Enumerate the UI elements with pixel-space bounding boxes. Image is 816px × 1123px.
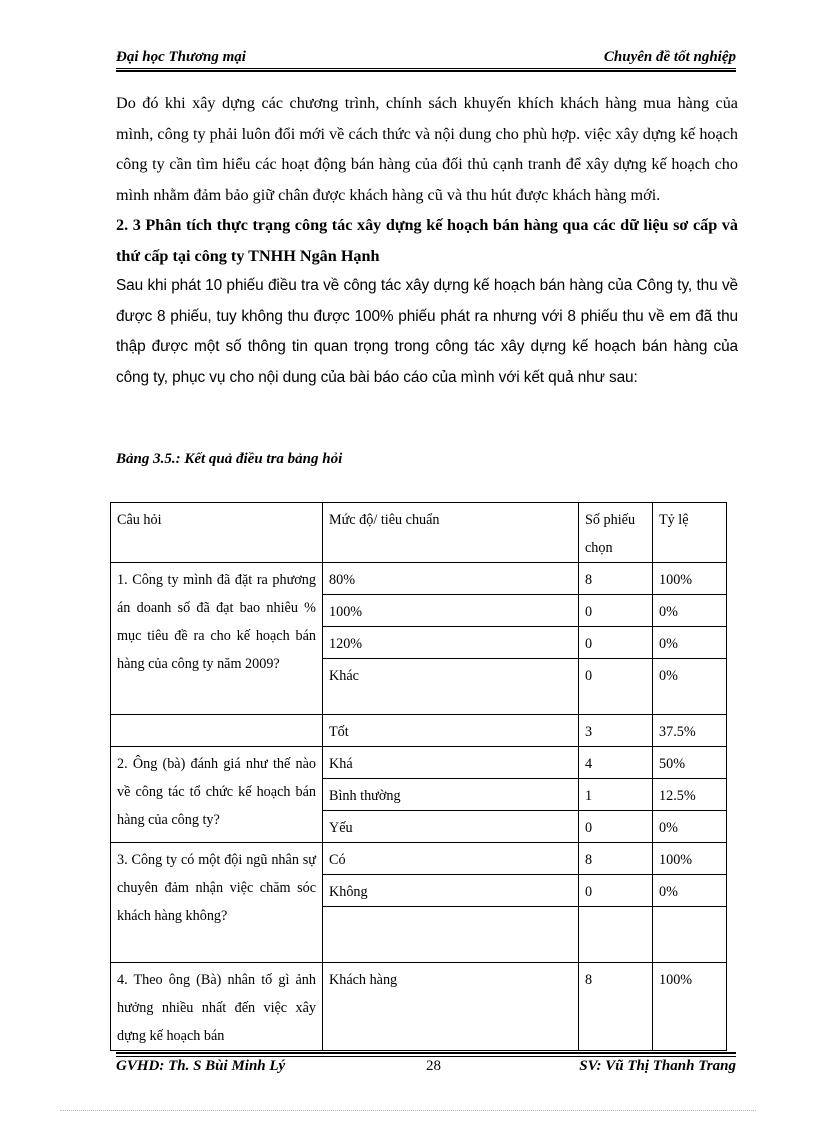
paragraph-intro: Do đó khi xây dựng các chương trình, chính sách khuyến khích khách hàng mua hàng của mình, công ty phải luôn đổi mới về cách thức và nội dung cho phù hợp. việc xây dựng kế hoạch công ty cần tìm hiểu các hoạt động bán hàng của đối thủ cạnh tranh để xây dựng kế hoạch cho mình nhằm đảm bảo giữ chân được khách hàng cũ và thu hút được khách hàng mới.: [116, 94, 738, 204]
count-cell: 8: [579, 843, 653, 875]
question-4: 4. Theo ông (Bà) nhân tố gì ảnh hưởng nhiều nhất đến việc xây dựng kế hoạch bán: [111, 963, 323, 1051]
option-cell: 120%: [323, 627, 579, 659]
footer-supervisor: GVHD: Th. S Bùi Minh Lý: [116, 1058, 286, 1074]
empty-cell: [323, 907, 579, 963]
ratio-cell: 0%: [653, 659, 727, 715]
option-cell: Tốt: [323, 715, 579, 747]
count-cell: 8: [579, 563, 653, 595]
empty-cell: [653, 907, 727, 963]
table-row: [111, 747, 727, 779]
option-cell: 100%: [323, 595, 579, 627]
count-cell: 0: [579, 627, 653, 659]
page-header: [116, 48, 736, 68]
count-cell: 0: [579, 595, 653, 627]
table-header-row: [111, 503, 727, 563]
ratio-cell: 0%: [653, 627, 727, 659]
option-cell: Khác: [323, 659, 579, 715]
footer-rule-thin: [116, 1056, 736, 1057]
ratio-cell: 12.5%: [653, 779, 727, 811]
ratio-cell: 0%: [653, 595, 727, 627]
ratio-cell: 100%: [653, 563, 727, 595]
footer-rule-thick: [116, 1052, 736, 1054]
option-cell: Không: [323, 875, 579, 907]
section-heading: 2. 3 Phân tích thực trạng công tác xây dựng kế hoạch bán hàng qua các dữ liệu sơ cấp và thứ cấp tại công ty TNHH Ngân Hạnh: [116, 216, 738, 265]
question-1: 1. Công ty mình đã đặt ra phương án doanh số đã đạt bao nhiêu % mục tiêu đề ra cho kế hoạch bán hàng của công ty năm 2009?: [111, 563, 323, 715]
paragraph-survey: Sau khi phát 10 phiếu điều tra về công tác xây dựng kế hoạch bán hàng của Công ty, thu về được 8 phiếu, tuy không thu được 100% phiếu phát ra nhưng với 8 phiếu thu về em đã thu thập được một số thông tin quan trọng trong công tác xây dựng kế hoạch bán hàng của công ty, phục vụ cho nội dung của bài báo cáo của mình với kết quả như sau:: [116, 277, 738, 386]
count-cell: 4: [579, 747, 653, 779]
option-cell: Yếu: [323, 811, 579, 843]
count-cell: 0: [579, 811, 653, 843]
option-cell: 80%: [323, 563, 579, 595]
empty-cell: [111, 715, 323, 747]
survey-results-table: [110, 502, 727, 1051]
ratio-cell: 50%: [653, 747, 727, 779]
count-cell: 1: [579, 779, 653, 811]
ratio-cell: 0%: [653, 875, 727, 907]
table-row: [111, 963, 727, 1051]
ratio-cell: 100%: [653, 963, 727, 1051]
header-university: Đại học Thương mại: [116, 49, 246, 65]
table-row: [111, 563, 727, 595]
table-row: [111, 843, 727, 875]
count-cell: 8: [579, 963, 653, 1051]
question-2: 2. Ông (bà) đánh giá như thế nào về công tác tổ chức kế hoạch bán hàng của công ty?: [111, 747, 323, 843]
page-edge-dots: [60, 1110, 756, 1111]
ratio-cell: 0%: [653, 811, 727, 843]
count-cell: 0: [579, 875, 653, 907]
header-ratio: Tỷ lệ: [653, 503, 727, 563]
option-cell: Khách hàng: [323, 963, 579, 1051]
header-criteria: Mức độ/ tiêu chuẩn: [323, 503, 579, 563]
count-cell: 3: [579, 715, 653, 747]
question-3: 3. Công ty có một đội ngũ nhân sự chuyên đảm nhận việc chăm sóc khách hàng không?: [111, 843, 323, 963]
header-rule-thick: [116, 70, 736, 72]
header-count: Số phiếu chọn: [579, 503, 653, 563]
option-cell: Bình thường: [323, 779, 579, 811]
option-cell: Khá: [323, 747, 579, 779]
header-question: Câu hỏi: [111, 503, 323, 563]
table-caption: Bảng 3.5.: Kết quả điều tra bảng hỏi: [116, 451, 343, 467]
empty-cell: [579, 907, 653, 963]
footer-student: SV: Vũ Thị Thanh Trang: [579, 1058, 736, 1074]
header-rule-thin: [116, 68, 736, 69]
table-row: [111, 715, 727, 747]
count-cell: 0: [579, 659, 653, 715]
body-text: [116, 88, 738, 393]
ratio-cell: 37.5%: [653, 715, 727, 747]
page-footer: [116, 1058, 736, 1078]
header-doc-type: Chuyên đề tốt nghiệp: [603, 49, 736, 65]
page-number: 28: [426, 1058, 441, 1074]
option-cell: Có: [323, 843, 579, 875]
ratio-cell: 100%: [653, 843, 727, 875]
